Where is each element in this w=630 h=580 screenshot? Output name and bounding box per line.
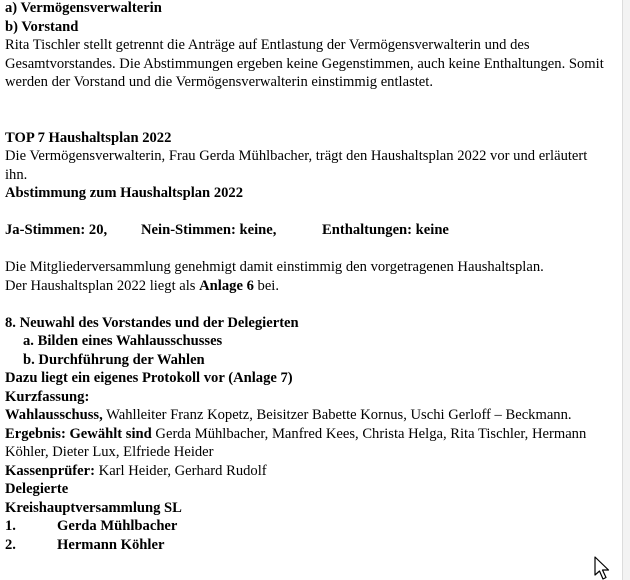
item8-heading: 8. Neuwahl des Vorstandes und der Delegierten: [5, 314, 299, 331]
auditor-label: Kassenprüfer:: [5, 462, 95, 479]
auditor-line: [5, 462, 609, 481]
vote-abstain: Enthaltungen: keine: [322, 222, 449, 238]
vote-yes: Ja-Stimmen: 20,: [5, 222, 108, 238]
committee-label: Wahlausschuss,: [5, 407, 103, 423]
list-item: [5, 536, 609, 555]
approval-text: Die Mitgliederversammlung genehmigt damit einstimmig den vorgetragenen Haushaltsplan.: [5, 259, 544, 275]
vote-result-row: [5, 221, 609, 240]
top7-body: Die Vermögensverwalterin, Frau Gerda Mühlbacher, trägt den Haushaltsplan 2022 vor und erläutert ihn.: [5, 148, 588, 183]
section-b-body: Rita Tischler stellt getrennt die Anträge auf Entlastung der Vermögensverwalterin und des Gesamtvorstandes. Die Abstimmungen ergeben keine Gegenstimmen, auch keine Enthaltungen. Somit werden der Vorstand und die Vermögensverwalterin einstimmig entlastet.: [5, 37, 604, 90]
assembly-label: Kreishauptversammlung SL: [5, 499, 182, 516]
result-line: [5, 425, 609, 462]
top7-heading: TOP 7 Haushaltsplan 2022: [5, 129, 172, 146]
document-page: [5, 0, 609, 554]
protocol-note: Dazu liegt ein eigenes Protokoll vor (Anlage 7): [5, 370, 293, 386]
item8-sub-b: b. Durchführung der Wahlen: [23, 351, 205, 368]
delegate-name: Hermann Köhler: [57, 536, 165, 553]
vote-no: Nein-Stimmen: keine,: [141, 222, 277, 238]
result-label: Ergebnis: Gewählt sind: [5, 425, 152, 442]
delegate-number: 1.: [5, 518, 16, 534]
section-a-heading: a) Vermögensverwalterin: [5, 0, 162, 16]
section-b-heading: b) Vorstand: [5, 18, 79, 35]
vertical-scrollbar[interactable]: [622, 0, 630, 580]
delegates-label: Delegierte: [5, 481, 69, 497]
result-text: Gerda Mühlbacher, Manfred Kees, Christa Helga, Rita Tischler, Hermann Köhler, Dieter Lux, Elfriede Heider: [5, 425, 587, 460]
mouse-cursor-icon: [594, 556, 612, 580]
delegate-name: Gerda Mühlbacher: [57, 518, 178, 534]
summary-label: Kurzfassung:: [5, 388, 90, 405]
list-item: [5, 517, 609, 536]
attachment-6-label: Anlage 6: [199, 277, 254, 294]
delegate-number: 2.: [5, 536, 16, 553]
item8-sub-a: a. Bilden eines Wahlausschusses: [23, 333, 223, 349]
vote-heading: Abstimmung zum Haushaltsplan 2022: [5, 185, 244, 201]
committee-text: Wahlleiter Franz Kopetz, Beisitzer Babette Kornus, Uschi Gerloff – Beckmann.: [102, 407, 572, 423]
committee-line: [5, 406, 609, 425]
auditor-text: Karl Heider, Gerhard Rudolf: [95, 462, 267, 479]
plan-attachment-text: Der Haushaltsplan 2022 liegt als Anlage 6 bei.: [5, 277, 280, 294]
